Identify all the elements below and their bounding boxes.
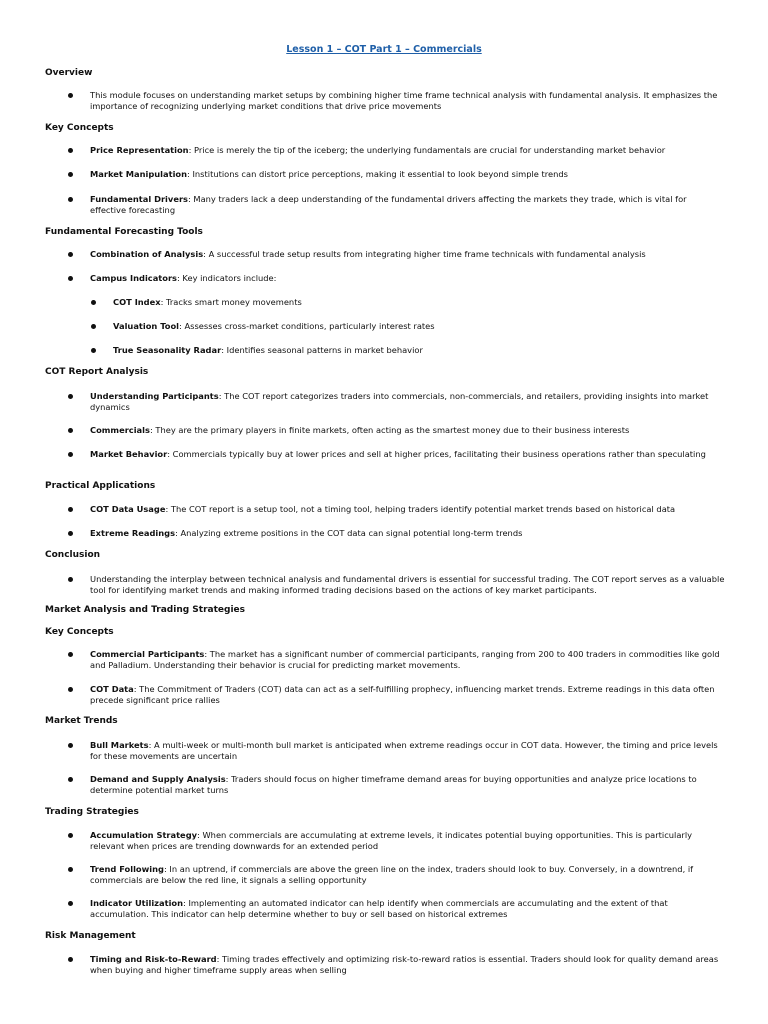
list-item: Trend Following: In an uptrend, if commercials are above the green line on the index, traders should look to buy. Conversely, in a downtrend, if commercials are below the red line, it signals a selling opportunity bbox=[90, 864, 725, 886]
bullet-icon bbox=[68, 428, 73, 433]
list-item: Market Behavior: Commercials typically buy at lower prices and sell at higher prices, facilitating their business operations rather than speculating bbox=[90, 449, 725, 460]
list-item: COT Data: The Commitment of Traders (COT) data can act as a self-fulfilling prophecy, influencing market trends. Extreme readings in this data often precede significant price rallies bbox=[90, 684, 725, 706]
list-item: Market Manipulation: Institutions can distort price perceptions, making it essential to look beyond simple trends bbox=[90, 169, 725, 180]
list-item: Accumulation Strategy: When commercials are accumulating at extreme levels, it indicates potential buying opportunities. This is particularly relevant when prices are trending downwards for an extended period bbox=[90, 830, 725, 852]
list-item: This module focuses on understanding market setups by combining higher time frame technical analysis with fundamental analysis. It emphasizes the importance of recognizing underlying market conditions that drive price movements bbox=[90, 90, 725, 112]
section-heading-conclusion: Conclusion bbox=[45, 550, 101, 560]
bullet-icon bbox=[68, 577, 73, 582]
bullet-icon bbox=[68, 148, 73, 153]
bullet-icon bbox=[68, 777, 73, 782]
bullet-icon bbox=[68, 743, 73, 748]
section-heading-market-trends: Market Trends bbox=[45, 716, 118, 726]
bullet-icon bbox=[68, 452, 73, 457]
section-heading-market-analysis: Market Analysis and Trading Strategies bbox=[45, 605, 245, 615]
sub-list-item: True Seasonality Radar: Identifies seasonal patterns in market behavior bbox=[113, 345, 725, 356]
bullet-icon bbox=[91, 348, 96, 353]
bullet-icon bbox=[68, 652, 73, 657]
section-heading-risk-management: Risk Management bbox=[45, 931, 136, 941]
list-item: Timing and Risk-to-Reward: Timing trades effectively and optimizing risk-to-reward ratios is essential. Traders should look for quality demand areas when buying and higher timeframe supply areas when selling bbox=[90, 954, 725, 976]
bullet-icon bbox=[68, 394, 73, 399]
document-title[interactable]: Lesson 1 – COT Part 1 – Commercials bbox=[286, 44, 482, 55]
bullet-icon bbox=[91, 324, 96, 329]
list-item: Understanding the interplay between technical analysis and fundamental drivers is essential for successful trading. The COT report serves as a valuable tool for identifying market trends and making informed trading decisions based on the actions of key market participants. bbox=[90, 574, 725, 596]
bullet-icon bbox=[68, 957, 73, 962]
bullet-icon bbox=[91, 300, 96, 305]
bullet-icon bbox=[68, 531, 73, 536]
list-item: Price Representation: Price is merely the tip of the iceberg; the underlying fundamentals are crucial for understanding market behavior bbox=[90, 145, 725, 156]
list-item: Fundamental Drivers: Many traders lack a deep understanding of the fundamental drivers affecting the markets they trade, which is vital for effective forecasting bbox=[90, 194, 725, 216]
bullet-icon bbox=[68, 867, 73, 872]
section-heading-fundamental-forecasting-tools: Fundamental Forecasting Tools bbox=[45, 227, 203, 237]
bullet-icon bbox=[68, 833, 73, 838]
list-item: Commercial Participants: The market has a significant number of commercial participants, ranging from 200 to 400 traders in commodities like gold and Palladium. Understanding their behavior is crucial for predicting market movements. bbox=[90, 649, 725, 671]
section-heading-key-concepts: Key Concepts bbox=[45, 123, 114, 133]
bullet-icon bbox=[68, 687, 73, 692]
section-heading-cot-report-analysis: COT Report Analysis bbox=[45, 367, 149, 377]
section-heading-practical-applications: Practical Applications bbox=[45, 481, 156, 491]
list-item: Indicator Utilization: Implementing an automated indicator can help identify when commercials are accumulating and the extent of that accumulation. This indicator can help determine whether to buy or sell based on historical extremes bbox=[90, 898, 725, 920]
sub-list-item: Valuation Tool: Assesses cross-market conditions, particularly interest rates bbox=[113, 321, 725, 332]
list-item: Commercials: They are the primary players in finite markets, often acting as the smartest money due to their business interests bbox=[90, 425, 725, 436]
section-heading-trading-strategies: Trading Strategies bbox=[45, 807, 139, 817]
sub-list-item: COT Index: Tracks smart money movements bbox=[113, 297, 725, 308]
bullet-icon bbox=[68, 507, 73, 512]
bullet-icon bbox=[68, 93, 73, 98]
list-item: Understanding Participants: The COT report categorizes traders into commercials, non-commercials, and retailers, providing insights into market dynamics bbox=[90, 391, 725, 413]
list-item: Campus Indicators: Key indicators include: bbox=[90, 273, 725, 284]
section-heading-key-concepts-2: Key Concepts bbox=[45, 627, 114, 637]
list-item: Demand and Supply Analysis: Traders should focus on higher timeframe demand areas for buying opportunities and analyze price locations to determine potential market turns bbox=[90, 774, 725, 796]
list-item: Bull Markets: A multi-week or multi-month bull market is anticipated when extreme readings occur in COT data. However, the timing and price levels for these movements are uncertain bbox=[90, 740, 725, 762]
section-heading-overview: Overview bbox=[45, 68, 93, 78]
bullet-icon bbox=[68, 901, 73, 906]
bullet-icon bbox=[68, 197, 73, 202]
list-item: Extreme Readings: Analyzing extreme positions in the COT data can signal potential long-term trends bbox=[90, 528, 725, 539]
list-item: Combination of Analysis: A successful trade setup results from integrating higher time frame technicals with fundamental analysis bbox=[90, 249, 725, 260]
bullet-icon bbox=[68, 276, 73, 281]
bullet-icon bbox=[68, 172, 73, 177]
list-item: COT Data Usage: The COT report is a setup tool, not a timing tool, helping traders identify potential market trends based on historical data bbox=[90, 504, 725, 515]
bullet-icon bbox=[68, 252, 73, 257]
